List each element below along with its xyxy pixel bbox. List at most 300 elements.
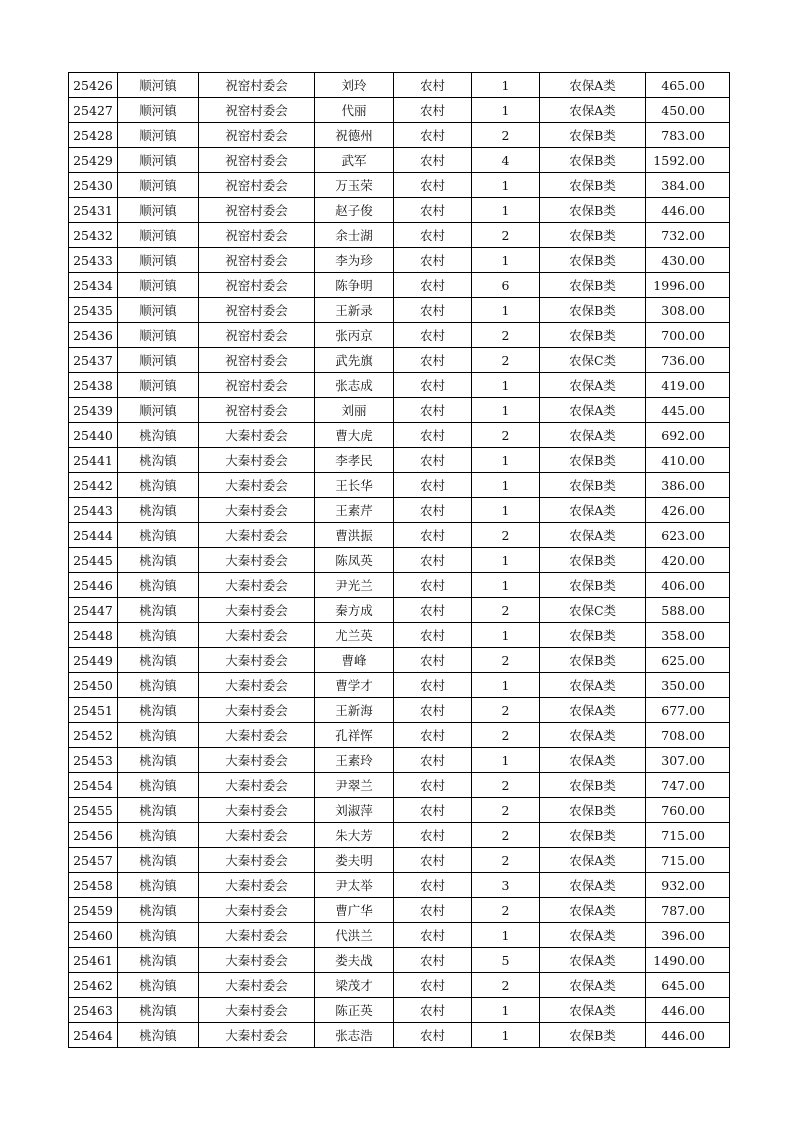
person-name-cell: 祝德州 xyxy=(315,123,394,148)
insurance-category-cell: 农保A类 xyxy=(540,423,646,448)
person-name-cell: 余士湖 xyxy=(315,223,394,248)
insurance-category-cell: 农保B类 xyxy=(540,448,646,473)
insurance-category-cell: 农保B类 xyxy=(540,123,646,148)
area-type-cell: 农村 xyxy=(394,623,472,648)
table-row xyxy=(69,973,730,998)
table-row xyxy=(69,748,730,773)
insurance-category-cell: 农保B类 xyxy=(540,648,646,673)
village-committee-cell: 大秦村委会 xyxy=(199,748,315,773)
village-committee-cell: 祝窑村委会 xyxy=(199,173,315,198)
table-row xyxy=(69,223,730,248)
village-committee-cell: 大秦村委会 xyxy=(199,548,315,573)
town-cell: 桃沟镇 xyxy=(118,723,199,748)
town-cell: 桃沟镇 xyxy=(118,698,199,723)
town-cell: 桃沟镇 xyxy=(118,598,199,623)
town-cell: 顺河镇 xyxy=(118,398,199,423)
amount-cell: 787.00 xyxy=(646,898,730,923)
household-count-cell: 1 xyxy=(472,398,540,423)
person-name-cell: 娄夫战 xyxy=(315,948,394,973)
town-cell: 桃沟镇 xyxy=(118,498,199,523)
village-committee-cell: 祝窑村委会 xyxy=(199,98,315,123)
amount-cell: 308.00 xyxy=(646,298,730,323)
record-id-cell: 25432 xyxy=(69,223,118,248)
person-name-cell: 张志浩 xyxy=(315,1023,394,1048)
record-id-cell: 25457 xyxy=(69,848,118,873)
village-committee-cell: 祝窑村委会 xyxy=(199,373,315,398)
person-name-cell: 刘淑萍 xyxy=(315,798,394,823)
area-type-cell: 农村 xyxy=(394,973,472,998)
area-type-cell: 农村 xyxy=(394,248,472,273)
record-id-cell: 25448 xyxy=(69,623,118,648)
record-id-cell: 25453 xyxy=(69,748,118,773)
town-cell: 顺河镇 xyxy=(118,123,199,148)
insurance-category-cell: 农保C类 xyxy=(540,598,646,623)
record-id-cell: 25464 xyxy=(69,1023,118,1048)
table-row xyxy=(69,548,730,573)
amount-cell: 736.00 xyxy=(646,348,730,373)
area-type-cell: 农村 xyxy=(394,398,472,423)
insurance-category-cell: 农保A类 xyxy=(540,873,646,898)
person-name-cell: 王素芹 xyxy=(315,498,394,523)
amount-cell: 307.00 xyxy=(646,748,730,773)
record-id-cell: 25443 xyxy=(69,498,118,523)
person-name-cell: 张丙京 xyxy=(315,323,394,348)
person-name-cell: 万玉荣 xyxy=(315,173,394,198)
village-committee-cell: 大秦村委会 xyxy=(199,898,315,923)
table-row xyxy=(69,523,730,548)
amount-cell: 623.00 xyxy=(646,523,730,548)
area-type-cell: 农村 xyxy=(394,698,472,723)
village-committee-cell: 大秦村委会 xyxy=(199,673,315,698)
household-count-cell: 3 xyxy=(472,873,540,898)
record-id-cell: 25438 xyxy=(69,373,118,398)
amount-cell: 747.00 xyxy=(646,773,730,798)
record-id-cell: 25461 xyxy=(69,948,118,973)
household-count-cell: 2 xyxy=(472,223,540,248)
insurance-category-cell: 农保B类 xyxy=(540,248,646,273)
area-type-cell: 农村 xyxy=(394,73,472,98)
insurance-category-cell: 农保B类 xyxy=(540,223,646,248)
insurance-category-cell: 农保A类 xyxy=(540,73,646,98)
household-count-cell: 2 xyxy=(472,973,540,998)
village-committee-cell: 大秦村委会 xyxy=(199,798,315,823)
person-name-cell: 尤兰英 xyxy=(315,623,394,648)
amount-cell: 783.00 xyxy=(646,123,730,148)
table-row xyxy=(69,398,730,423)
village-committee-cell: 大秦村委会 xyxy=(199,948,315,973)
household-count-cell: 1 xyxy=(472,748,540,773)
village-committee-cell: 祝窑村委会 xyxy=(199,248,315,273)
household-count-cell: 2 xyxy=(472,848,540,873)
village-committee-cell: 大秦村委会 xyxy=(199,698,315,723)
area-type-cell: 农村 xyxy=(394,323,472,348)
household-count-cell: 1 xyxy=(472,248,540,273)
household-count-cell: 1 xyxy=(472,923,540,948)
amount-cell: 358.00 xyxy=(646,623,730,648)
person-name-cell: 陈争明 xyxy=(315,273,394,298)
amount-cell: 700.00 xyxy=(646,323,730,348)
area-type-cell: 农村 xyxy=(394,123,472,148)
amount-cell: 465.00 xyxy=(646,73,730,98)
table-row xyxy=(69,448,730,473)
amount-cell: 1996.00 xyxy=(646,273,730,298)
village-committee-cell: 祝窑村委会 xyxy=(199,398,315,423)
insurance-category-cell: 农保B类 xyxy=(540,623,646,648)
town-cell: 桃沟镇 xyxy=(118,548,199,573)
household-count-cell: 1 xyxy=(472,623,540,648)
household-count-cell: 1 xyxy=(472,998,540,1023)
person-name-cell: 陈正英 xyxy=(315,998,394,1023)
area-type-cell: 农村 xyxy=(394,573,472,598)
household-count-cell: 2 xyxy=(472,698,540,723)
household-count-cell: 1 xyxy=(472,673,540,698)
area-type-cell: 农村 xyxy=(394,148,472,173)
insurance-category-cell: 农保A类 xyxy=(540,523,646,548)
town-cell: 顺河镇 xyxy=(118,348,199,373)
table-row xyxy=(69,723,730,748)
household-count-cell: 6 xyxy=(472,273,540,298)
town-cell: 桃沟镇 xyxy=(118,523,199,548)
insurance-category-cell: 农保A类 xyxy=(540,898,646,923)
record-id-cell: 25431 xyxy=(69,198,118,223)
household-count-cell: 2 xyxy=(472,523,540,548)
area-type-cell: 农村 xyxy=(394,798,472,823)
amount-cell: 1490.00 xyxy=(646,948,730,973)
insurance-category-cell: 农保A类 xyxy=(540,973,646,998)
town-cell: 顺河镇 xyxy=(118,373,199,398)
amount-cell: 450.00 xyxy=(646,98,730,123)
area-type-cell: 农村 xyxy=(394,548,472,573)
town-cell: 顺河镇 xyxy=(118,98,199,123)
insurance-category-cell: 农保B类 xyxy=(540,1023,646,1048)
household-count-cell: 2 xyxy=(472,323,540,348)
amount-cell: 384.00 xyxy=(646,173,730,198)
record-id-cell: 25462 xyxy=(69,973,118,998)
table-row xyxy=(69,473,730,498)
area-type-cell: 农村 xyxy=(394,173,472,198)
person-name-cell: 陈凤英 xyxy=(315,548,394,573)
record-id-cell: 25444 xyxy=(69,523,118,548)
record-id-cell: 25455 xyxy=(69,798,118,823)
area-type-cell: 农村 xyxy=(394,773,472,798)
table-row xyxy=(69,798,730,823)
amount-cell: 386.00 xyxy=(646,473,730,498)
amount-cell: 446.00 xyxy=(646,1023,730,1048)
table-row xyxy=(69,873,730,898)
person-name-cell: 梁茂才 xyxy=(315,973,394,998)
town-cell: 桃沟镇 xyxy=(118,948,199,973)
area-type-cell: 农村 xyxy=(394,473,472,498)
person-name-cell: 朱大芳 xyxy=(315,823,394,848)
record-id-cell: 25456 xyxy=(69,823,118,848)
person-name-cell: 王长华 xyxy=(315,473,394,498)
village-committee-cell: 大秦村委会 xyxy=(199,598,315,623)
area-type-cell: 农村 xyxy=(394,498,472,523)
town-cell: 顺河镇 xyxy=(118,273,199,298)
amount-cell: 396.00 xyxy=(646,923,730,948)
village-committee-cell: 大秦村委会 xyxy=(199,473,315,498)
person-name-cell: 代洪兰 xyxy=(315,923,394,948)
insurance-category-cell: 农保A类 xyxy=(540,748,646,773)
insurance-category-cell: 农保B类 xyxy=(540,473,646,498)
person-name-cell: 王新海 xyxy=(315,698,394,723)
amount-cell: 420.00 xyxy=(646,548,730,573)
town-cell: 桃沟镇 xyxy=(118,973,199,998)
record-id-cell: 25427 xyxy=(69,98,118,123)
person-name-cell: 张志成 xyxy=(315,373,394,398)
record-id-cell: 25433 xyxy=(69,248,118,273)
household-count-cell: 1 xyxy=(472,473,540,498)
record-id-cell: 25445 xyxy=(69,548,118,573)
town-cell: 顺河镇 xyxy=(118,298,199,323)
table-row xyxy=(69,898,730,923)
insurance-category-cell: 农保B类 xyxy=(540,148,646,173)
town-cell: 顺河镇 xyxy=(118,248,199,273)
area-type-cell: 农村 xyxy=(394,198,472,223)
village-committee-cell: 大秦村委会 xyxy=(199,648,315,673)
area-type-cell: 农村 xyxy=(394,723,472,748)
amount-cell: 446.00 xyxy=(646,198,730,223)
household-count-cell: 2 xyxy=(472,798,540,823)
area-type-cell: 农村 xyxy=(394,448,472,473)
village-committee-cell: 大秦村委会 xyxy=(199,848,315,873)
household-count-cell: 1 xyxy=(472,198,540,223)
record-id-cell: 25429 xyxy=(69,148,118,173)
person-name-cell: 尹太举 xyxy=(315,873,394,898)
records-table xyxy=(68,72,730,1048)
person-name-cell: 尹翠兰 xyxy=(315,773,394,798)
person-name-cell: 王新录 xyxy=(315,298,394,323)
record-id-cell: 25434 xyxy=(69,273,118,298)
amount-cell: 588.00 xyxy=(646,598,730,623)
village-committee-cell: 祝窑村委会 xyxy=(199,273,315,298)
table-row xyxy=(69,423,730,448)
insurance-category-cell: 农保B类 xyxy=(540,273,646,298)
insurance-category-cell: 农保A类 xyxy=(540,98,646,123)
record-id-cell: 25454 xyxy=(69,773,118,798)
person-name-cell: 娄夫明 xyxy=(315,848,394,873)
area-type-cell: 农村 xyxy=(394,873,472,898)
insurance-category-cell: 农保A类 xyxy=(540,398,646,423)
town-cell: 桃沟镇 xyxy=(118,823,199,848)
town-cell: 桃沟镇 xyxy=(118,923,199,948)
amount-cell: 708.00 xyxy=(646,723,730,748)
area-type-cell: 农村 xyxy=(394,98,472,123)
amount-cell: 410.00 xyxy=(646,448,730,473)
table-row xyxy=(69,373,730,398)
record-id-cell: 25435 xyxy=(69,298,118,323)
table-row xyxy=(69,648,730,673)
household-count-cell: 1 xyxy=(472,498,540,523)
table-row xyxy=(69,198,730,223)
village-committee-cell: 大秦村委会 xyxy=(199,773,315,798)
table-row xyxy=(69,323,730,348)
town-cell: 桃沟镇 xyxy=(118,648,199,673)
record-id-cell: 25450 xyxy=(69,673,118,698)
record-id-cell: 25449 xyxy=(69,648,118,673)
record-id-cell: 25460 xyxy=(69,923,118,948)
insurance-category-cell: 农保B类 xyxy=(540,823,646,848)
household-count-cell: 1 xyxy=(472,98,540,123)
household-count-cell: 2 xyxy=(472,648,540,673)
record-id-cell: 25458 xyxy=(69,873,118,898)
record-id-cell: 25440 xyxy=(69,423,118,448)
area-type-cell: 农村 xyxy=(394,1023,472,1048)
village-committee-cell: 大秦村委会 xyxy=(199,448,315,473)
insurance-category-cell: 农保B类 xyxy=(540,173,646,198)
village-committee-cell: 大秦村委会 xyxy=(199,523,315,548)
insurance-category-cell: 农保A类 xyxy=(540,698,646,723)
person-name-cell: 代丽 xyxy=(315,98,394,123)
town-cell: 顺河镇 xyxy=(118,73,199,98)
household-count-cell: 1 xyxy=(472,448,540,473)
household-count-cell: 1 xyxy=(472,1023,540,1048)
table-row xyxy=(69,73,730,98)
table-row xyxy=(69,498,730,523)
town-cell: 桃沟镇 xyxy=(118,848,199,873)
record-id-cell: 25428 xyxy=(69,123,118,148)
record-id-cell: 25441 xyxy=(69,448,118,473)
table-row xyxy=(69,148,730,173)
insurance-category-cell: 农保A类 xyxy=(540,373,646,398)
area-type-cell: 农村 xyxy=(394,948,472,973)
town-cell: 桃沟镇 xyxy=(118,573,199,598)
insurance-category-cell: 农保B类 xyxy=(540,323,646,348)
amount-cell: 426.00 xyxy=(646,498,730,523)
town-cell: 桃沟镇 xyxy=(118,748,199,773)
table-row xyxy=(69,248,730,273)
household-count-cell: 1 xyxy=(472,173,540,198)
table-row xyxy=(69,698,730,723)
village-committee-cell: 大秦村委会 xyxy=(199,923,315,948)
village-committee-cell: 祝窑村委会 xyxy=(199,298,315,323)
person-name-cell: 李孝民 xyxy=(315,448,394,473)
town-cell: 桃沟镇 xyxy=(118,448,199,473)
town-cell: 桃沟镇 xyxy=(118,873,199,898)
village-committee-cell: 祝窑村委会 xyxy=(199,323,315,348)
record-id-cell: 25430 xyxy=(69,173,118,198)
person-name-cell: 刘玲 xyxy=(315,73,394,98)
record-id-cell: 25436 xyxy=(69,323,118,348)
amount-cell: 406.00 xyxy=(646,573,730,598)
person-name-cell: 刘丽 xyxy=(315,398,394,423)
area-type-cell: 农村 xyxy=(394,898,472,923)
table-row xyxy=(69,1023,730,1048)
record-id-cell: 25447 xyxy=(69,598,118,623)
town-cell: 顺河镇 xyxy=(118,323,199,348)
amount-cell: 932.00 xyxy=(646,873,730,898)
household-count-cell: 2 xyxy=(472,423,540,448)
village-committee-cell: 大秦村委会 xyxy=(199,873,315,898)
insurance-category-cell: 农保B类 xyxy=(540,773,646,798)
amount-cell: 732.00 xyxy=(646,223,730,248)
table-row xyxy=(69,98,730,123)
area-type-cell: 农村 xyxy=(394,348,472,373)
household-count-cell: 2 xyxy=(472,823,540,848)
amount-cell: 645.00 xyxy=(646,973,730,998)
person-name-cell: 曹广华 xyxy=(315,898,394,923)
area-type-cell: 农村 xyxy=(394,523,472,548)
table-row xyxy=(69,573,730,598)
amount-cell: 760.00 xyxy=(646,798,730,823)
person-name-cell: 秦方成 xyxy=(315,598,394,623)
insurance-category-cell: 农保B类 xyxy=(540,798,646,823)
insurance-category-cell: 农保B类 xyxy=(540,573,646,598)
household-count-cell: 4 xyxy=(472,148,540,173)
record-id-cell: 25459 xyxy=(69,898,118,923)
person-name-cell: 赵子俊 xyxy=(315,198,394,223)
person-name-cell: 武先旗 xyxy=(315,348,394,373)
household-count-cell: 1 xyxy=(472,548,540,573)
person-name-cell: 曹大虎 xyxy=(315,423,394,448)
person-name-cell: 曹洪振 xyxy=(315,523,394,548)
village-committee-cell: 大秦村委会 xyxy=(199,573,315,598)
town-cell: 桃沟镇 xyxy=(118,623,199,648)
person-name-cell: 曹峰 xyxy=(315,648,394,673)
village-committee-cell: 大秦村委会 xyxy=(199,1023,315,1048)
table-row xyxy=(69,273,730,298)
area-type-cell: 农村 xyxy=(394,823,472,848)
table-row xyxy=(69,623,730,648)
amount-cell: 692.00 xyxy=(646,423,730,448)
table-row xyxy=(69,998,730,1023)
insurance-category-cell: 农保B类 xyxy=(540,548,646,573)
record-id-cell: 25451 xyxy=(69,698,118,723)
household-count-cell: 2 xyxy=(472,598,540,623)
insurance-category-cell: 农保A类 xyxy=(540,848,646,873)
table-row xyxy=(69,923,730,948)
area-type-cell: 农村 xyxy=(394,273,472,298)
amount-cell: 625.00 xyxy=(646,648,730,673)
person-name-cell: 王素玲 xyxy=(315,748,394,773)
record-id-cell: 25426 xyxy=(69,73,118,98)
area-type-cell: 农村 xyxy=(394,848,472,873)
town-cell: 桃沟镇 xyxy=(118,473,199,498)
record-id-cell: 25452 xyxy=(69,723,118,748)
insurance-category-cell: 农保A类 xyxy=(540,948,646,973)
amount-cell: 446.00 xyxy=(646,998,730,1023)
village-committee-cell: 祝窑村委会 xyxy=(199,348,315,373)
town-cell: 顺河镇 xyxy=(118,148,199,173)
table-row xyxy=(69,673,730,698)
household-count-cell: 2 xyxy=(472,898,540,923)
town-cell: 桃沟镇 xyxy=(118,998,199,1023)
table-row xyxy=(69,123,730,148)
household-count-cell: 2 xyxy=(472,123,540,148)
area-type-cell: 农村 xyxy=(394,923,472,948)
record-id-cell: 25439 xyxy=(69,398,118,423)
area-type-cell: 农村 xyxy=(394,998,472,1023)
household-count-cell: 5 xyxy=(472,948,540,973)
table-row xyxy=(69,848,730,873)
village-committee-cell: 祝窑村委会 xyxy=(199,73,315,98)
insurance-category-cell: 农保A类 xyxy=(540,998,646,1023)
insurance-category-cell: 农保A类 xyxy=(540,923,646,948)
amount-cell: 1592.00 xyxy=(646,148,730,173)
area-type-cell: 农村 xyxy=(394,673,472,698)
insurance-category-cell: 农保A类 xyxy=(540,498,646,523)
area-type-cell: 农村 xyxy=(394,598,472,623)
person-name-cell: 李为珍 xyxy=(315,248,394,273)
household-count-cell: 2 xyxy=(472,723,540,748)
amount-cell: 715.00 xyxy=(646,823,730,848)
town-cell: 桃沟镇 xyxy=(118,898,199,923)
record-id-cell: 25437 xyxy=(69,348,118,373)
household-count-cell: 1 xyxy=(472,373,540,398)
person-name-cell: 曹学才 xyxy=(315,673,394,698)
village-committee-cell: 大秦村委会 xyxy=(199,623,315,648)
village-committee-cell: 大秦村委会 xyxy=(199,998,315,1023)
